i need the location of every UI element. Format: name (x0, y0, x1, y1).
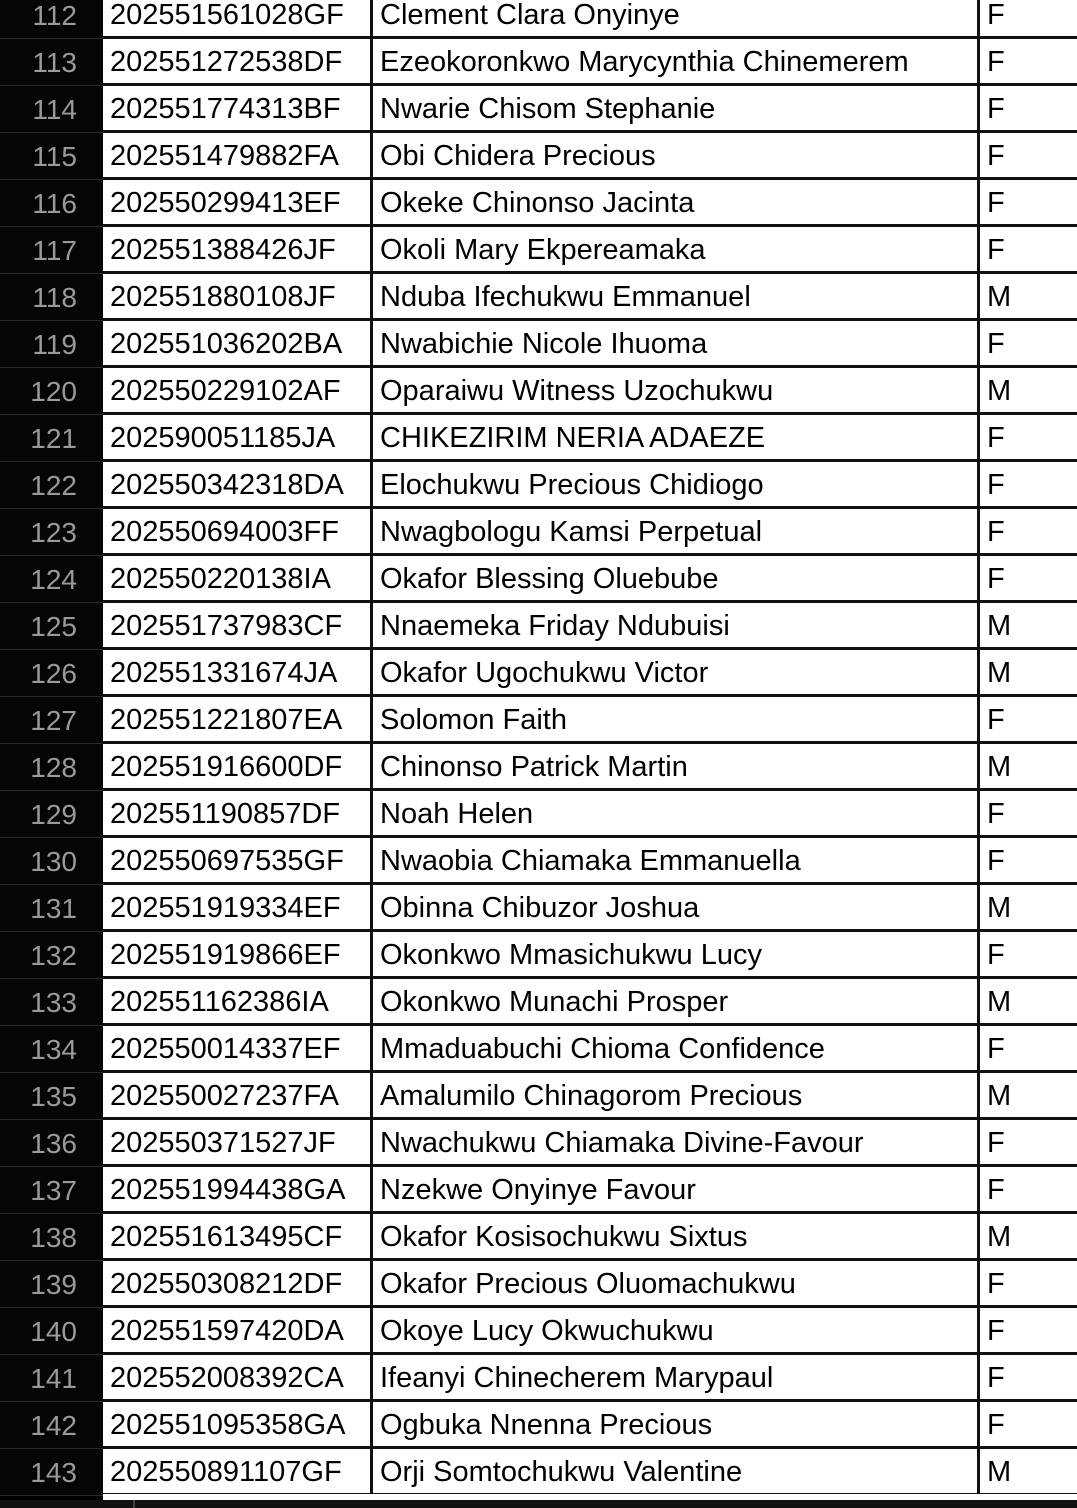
table-row[interactable] (0, 1214, 1077, 1261)
row-header[interactable]: 112 (0, 0, 103, 39)
name-cell[interactable]: Elochukwu Precious Chidiogo (373, 462, 980, 509)
row-header[interactable]: 122 (0, 462, 103, 509)
sex-cell[interactable]: F (980, 1167, 1077, 1214)
table-row[interactable] (0, 1026, 1077, 1073)
reg-no-cell[interactable]: 202551919334EF (103, 885, 373, 932)
table-row[interactable] (0, 86, 1077, 133)
sex-cell[interactable]: F (980, 1355, 1077, 1402)
sex-cell[interactable]: F (980, 791, 1077, 838)
row-header[interactable]: 126 (0, 650, 103, 697)
sex-cell[interactable]: F (980, 462, 1077, 509)
name-cell[interactable]: Amalumilo Chinagorom Precious (373, 1073, 980, 1120)
sex-cell[interactable]: M (980, 744, 1077, 791)
row-header[interactable]: 137 (0, 1167, 103, 1214)
name-cell[interactable]: Noah Helen (373, 791, 980, 838)
sex-cell[interactable]: M (980, 650, 1077, 697)
reg-no-cell[interactable]: 202590051185JA (103, 415, 373, 462)
reg-no-cell[interactable]: 202551331674JA (103, 650, 373, 697)
table-row[interactable] (0, 603, 1077, 650)
table-row[interactable] (0, 1167, 1077, 1214)
row-header[interactable]: 139 (0, 1261, 103, 1308)
row-header[interactable]: 133 (0, 979, 103, 1026)
name-cell[interactable]: Nwachukwu Chiamaka Divine-Favour (373, 1120, 980, 1167)
name-cell[interactable]: Okoli Mary Ekpereamaka (373, 227, 980, 274)
row-header[interactable]: 119 (0, 321, 103, 368)
row-header[interactable]: 138 (0, 1214, 103, 1261)
name-cell[interactable]: Clement Clara Onyinye (373, 0, 980, 39)
name-cell[interactable]: Oparaiwu Witness Uzochukwu (373, 368, 980, 415)
sex-cell[interactable]: F (980, 1120, 1077, 1167)
reg-no-cell[interactable]: 202550014337EF (103, 1026, 373, 1073)
name-cell[interactable]: Nnaemeka Friday Ndubuisi (373, 603, 980, 650)
name-cell[interactable]: Nwabichie Nicole Ihuoma (373, 321, 980, 368)
name-cell[interactable]: Nwaobia Chiamaka Emmanuella (373, 838, 980, 885)
sex-cell[interactable]: F (980, 932, 1077, 979)
name-cell[interactable]: Ifeanyi Chinecherem Marypaul (373, 1355, 980, 1402)
table-row[interactable] (0, 133, 1077, 180)
name-cell[interactable]: Mmaduabuchi Chioma Confidence (373, 1026, 980, 1073)
table-row[interactable] (0, 1355, 1077, 1402)
reg-no-cell[interactable]: 202551880108JF (103, 274, 373, 321)
sex-cell[interactable]: M (980, 603, 1077, 650)
table-row[interactable] (0, 1120, 1077, 1167)
name-cell[interactable]: Orji Somtochukwu Valentine (373, 1449, 980, 1496)
row-header[interactable]: 135 (0, 1073, 103, 1120)
table-row[interactable] (0, 791, 1077, 838)
table-row[interactable] (0, 321, 1077, 368)
reg-no-cell[interactable]: 202550308212DF (103, 1261, 373, 1308)
sex-cell[interactable]: M (980, 1214, 1077, 1261)
name-cell[interactable]: Obi Chidera Precious (373, 133, 980, 180)
table-row[interactable] (0, 1308, 1077, 1355)
reg-no-cell[interactable]: 202550027237FA (103, 1073, 373, 1120)
name-cell[interactable]: Ogbuka Nnenna Precious (373, 1402, 980, 1449)
table-row[interactable] (0, 227, 1077, 274)
sex-cell[interactable]: F (980, 1026, 1077, 1073)
table-row[interactable] (0, 697, 1077, 744)
sex-cell[interactable]: F (980, 415, 1077, 462)
sex-cell[interactable]: F (980, 180, 1077, 227)
reg-no-cell[interactable]: 202552008392CA (103, 1355, 373, 1402)
reg-no-cell[interactable]: 202551919866EF (103, 932, 373, 979)
row-header[interactable]: 115 (0, 133, 103, 180)
row-header[interactable]: 134 (0, 1026, 103, 1073)
table-row[interactable] (0, 650, 1077, 697)
reg-no-cell[interactable]: 202551190857DF (103, 791, 373, 838)
table-row[interactable] (0, 462, 1077, 509)
row-header[interactable]: 142 (0, 1402, 103, 1449)
reg-no-cell[interactable]: 202551737983CF (103, 603, 373, 650)
name-cell[interactable]: Solomon Faith (373, 697, 980, 744)
table-row[interactable] (0, 415, 1077, 462)
reg-no-cell[interactable]: 202551095358GA (103, 1402, 373, 1449)
row-header[interactable]: 125 (0, 603, 103, 650)
table-row[interactable] (0, 180, 1077, 227)
name-cell[interactable]: Okonkwo Munachi Prosper (373, 979, 980, 1026)
reg-no-cell[interactable]: 202551272538DF (103, 39, 373, 86)
row-header[interactable]: 140 (0, 1308, 103, 1355)
name-cell[interactable]: CHIKEZIRIM NERIA ADAEZE (373, 415, 980, 462)
table-row[interactable] (0, 838, 1077, 885)
reg-no-cell[interactable]: 202551388426JF (103, 227, 373, 274)
table-row[interactable] (0, 274, 1077, 321)
name-cell[interactable]: Chinonso Patrick Martin (373, 744, 980, 791)
row-header[interactable]: 132 (0, 932, 103, 979)
reg-no-cell[interactable]: 202551479882FA (103, 133, 373, 180)
reg-no-cell[interactable]: 202551597420DA (103, 1308, 373, 1355)
name-cell[interactable]: Okeke Chinonso Jacinta (373, 180, 980, 227)
row-header[interactable]: 116 (0, 180, 103, 227)
name-cell[interactable]: Nduba Ifechukwu Emmanuel (373, 274, 980, 321)
name-cell[interactable]: Ezeokoronkwo Marycynthia Chinemerem (373, 39, 980, 86)
reg-no-cell[interactable]: 202550371527JF (103, 1120, 373, 1167)
reg-no-cell[interactable]: 202550299413EF (103, 180, 373, 227)
reg-no-cell[interactable]: 202551561028GF (103, 0, 373, 39)
sex-cell[interactable]: F (980, 509, 1077, 556)
row-header[interactable]: 143 (0, 1449, 103, 1496)
name-cell[interactable]: Obinna Chibuzor Joshua (373, 885, 980, 932)
reg-no-cell[interactable]: 202551221807EA (103, 697, 373, 744)
name-cell[interactable]: Okafor Ugochukwu Victor (373, 650, 980, 697)
row-header[interactable]: 114 (0, 86, 103, 133)
row-header[interactable]: 129 (0, 791, 103, 838)
reg-no-cell[interactable]: 202550891107GF (103, 1449, 373, 1496)
sex-cell[interactable]: M (980, 368, 1077, 415)
sex-cell[interactable]: F (980, 556, 1077, 603)
row-header[interactable]: 118 (0, 274, 103, 321)
sex-cell[interactable]: F (980, 86, 1077, 133)
row-header[interactable]: 120 (0, 368, 103, 415)
table-row[interactable] (0, 1073, 1077, 1120)
sex-cell[interactable]: M (980, 885, 1077, 932)
row-header[interactable]: 136 (0, 1120, 103, 1167)
sex-cell[interactable]: F (980, 39, 1077, 86)
table-row[interactable] (0, 368, 1077, 415)
sex-cell[interactable]: F (980, 697, 1077, 744)
name-cell[interactable]: Nzekwe Onyinye Favour (373, 1167, 980, 1214)
reg-no-cell[interactable]: 202550342318DA (103, 462, 373, 509)
name-cell[interactable]: Okonkwo Mmasichukwu Lucy (373, 932, 980, 979)
reg-no-cell[interactable]: 202550697535GF (103, 838, 373, 885)
table-row[interactable] (0, 932, 1077, 979)
sex-cell[interactable]: M (980, 1449, 1077, 1496)
reg-no-cell[interactable]: 202551774313BF (103, 86, 373, 133)
table-row[interactable] (0, 509, 1077, 556)
row-header[interactable]: 127 (0, 697, 103, 744)
sex-cell[interactable]: F (980, 0, 1077, 39)
table-row[interactable] (0, 39, 1077, 86)
reg-no-cell[interactable]: 202550694003FF (103, 509, 373, 556)
sex-cell[interactable]: F (980, 1261, 1077, 1308)
row-header[interactable]: 128 (0, 744, 103, 791)
name-cell[interactable]: Okafor Kosisochukwu Sixtus (373, 1214, 980, 1261)
tab-bar-divider (133, 1500, 135, 1508)
reg-no-cell[interactable]: 202550229102AF (103, 368, 373, 415)
row-header[interactable]: 123 (0, 509, 103, 556)
table-row[interactable] (0, 1449, 1077, 1496)
table-row[interactable] (0, 0, 1077, 39)
name-cell[interactable]: Okafor Precious Oluomachukwu (373, 1261, 980, 1308)
table-row[interactable] (0, 1402, 1077, 1449)
name-cell[interactable]: Okafor Blessing Oluebube (373, 556, 980, 603)
reg-no-cell[interactable]: 202550220138IA (103, 556, 373, 603)
row-header[interactable]: 113 (0, 39, 103, 86)
sex-cell[interactable]: M (980, 1073, 1077, 1120)
sex-cell[interactable]: F (980, 1308, 1077, 1355)
row-header[interactable]: 121 (0, 415, 103, 462)
sex-cell[interactable]: F (980, 227, 1077, 274)
row-header[interactable]: 141 (0, 1355, 103, 1402)
table-row[interactable] (0, 979, 1077, 1026)
reg-no-cell[interactable]: 202551613495CF (103, 1214, 373, 1261)
sex-cell[interactable]: F (980, 321, 1077, 368)
row-header[interactable]: 117 (0, 227, 103, 274)
name-cell[interactable]: Okoye Lucy Okwuchukwu (373, 1308, 980, 1355)
sex-cell[interactable]: M (980, 979, 1077, 1026)
sheet-tab-bar (0, 1500, 1077, 1508)
row-header[interactable]: 124 (0, 556, 103, 603)
sex-cell[interactable]: M (980, 274, 1077, 321)
reg-no-cell[interactable]: 202551036202BA (103, 321, 373, 368)
table-row[interactable] (0, 556, 1077, 603)
reg-no-cell[interactable]: 202551916600DF (103, 744, 373, 791)
table-row[interactable] (0, 744, 1077, 791)
name-cell[interactable]: Nwarie Chisom Stephanie (373, 86, 980, 133)
table-row[interactable] (0, 1261, 1077, 1308)
row-header[interactable]: 130 (0, 838, 103, 885)
row-header[interactable]: 131 (0, 885, 103, 932)
reg-no-cell[interactable]: 202551162386IA (103, 979, 373, 1026)
sex-cell[interactable]: F (980, 1402, 1077, 1449)
reg-no-cell[interactable]: 202551994438GA (103, 1167, 373, 1214)
sex-cell[interactable]: F (980, 133, 1077, 180)
name-cell[interactable]: Nwagbologu Kamsi Perpetual (373, 509, 980, 556)
table-row[interactable] (0, 885, 1077, 932)
sex-cell[interactable]: F (980, 838, 1077, 885)
